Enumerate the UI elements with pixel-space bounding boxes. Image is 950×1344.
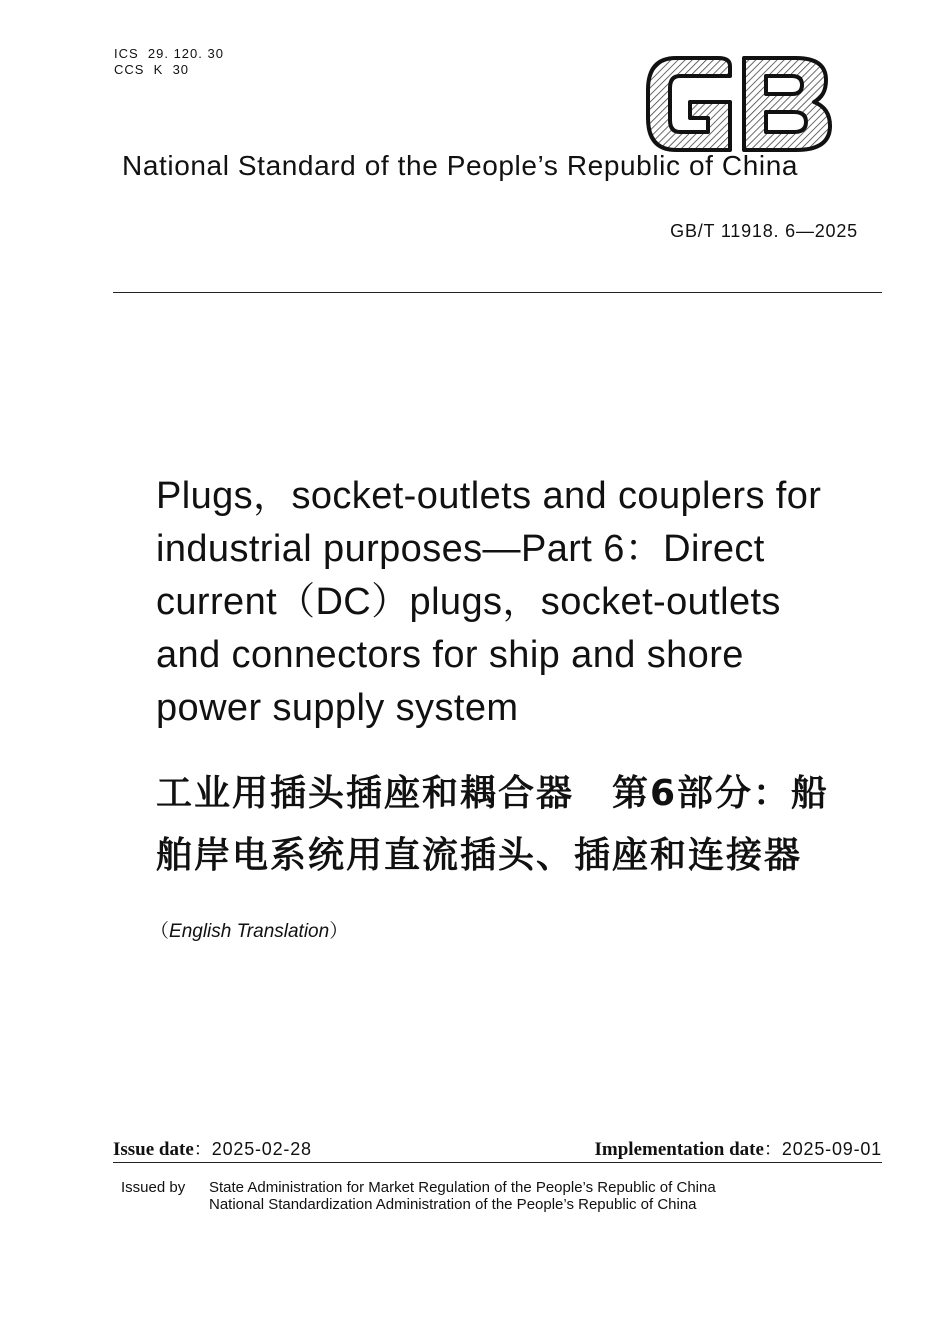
english-title-line: power supply system <box>156 687 519 729</box>
issue-date-separator: ： <box>193 1139 212 1159</box>
ics-code: ICS 29. 120. 30 <box>114 46 224 61</box>
implementation-date-separator: ： <box>763 1139 782 1159</box>
issuer-label: Issued by <box>121 1179 186 1196</box>
implementation-date <box>595 1135 882 1161</box>
translation-note-close: ） <box>329 921 349 942</box>
bottom-divider <box>113 1162 882 1163</box>
dates-row <box>113 1135 882 1161</box>
chinese-title-line: 工业用插头插座和耦合器 第6部分：船 <box>156 773 830 814</box>
issue-date-label: Issue date <box>113 1139 194 1160</box>
english-title-line: industrial purposes—Part 6：Direct <box>156 528 765 570</box>
translation-note-open: （ <box>150 921 170 942</box>
ccs-code: CCS K 30 <box>114 62 190 77</box>
english-title <box>156 470 886 735</box>
top-divider <box>113 292 882 293</box>
standard-title: National Standard of the People’s Republic of China <box>122 150 799 181</box>
implementation-date-value: 2025-09-01 <box>781 1139 882 1159</box>
classification-codes <box>114 46 224 78</box>
english-title-line: current（DC）plugs，socket-outlets <box>156 581 781 623</box>
english-title-line: and connectors for ship and shore <box>156 634 744 676</box>
implementation-date-label: Implementation date <box>594 1139 764 1160</box>
standard-number: GB/T 11918. 6—2025 <box>670 221 858 241</box>
chinese-title-line: 舶岸电系统用直流插头、插座和连接器 <box>156 835 803 876</box>
gb-logo-icon <box>646 56 832 152</box>
issue-date <box>113 1135 312 1161</box>
chinese-title <box>156 763 896 887</box>
issuer-name: National Standardization Administration of the People’s Republic of China <box>209 1196 697 1213</box>
issuer-name: State Administration for Market Regulation of the People’s Republic of China <box>209 1179 716 1196</box>
english-title-line: Plugs，socket-outlets and couplers for <box>156 475 822 517</box>
issue-date-value: 2025-02-28 <box>211 1139 312 1159</box>
issuer-names <box>209 1179 716 1213</box>
translation-note-text: English Translation <box>169 921 330 942</box>
translation-note <box>150 916 348 943</box>
